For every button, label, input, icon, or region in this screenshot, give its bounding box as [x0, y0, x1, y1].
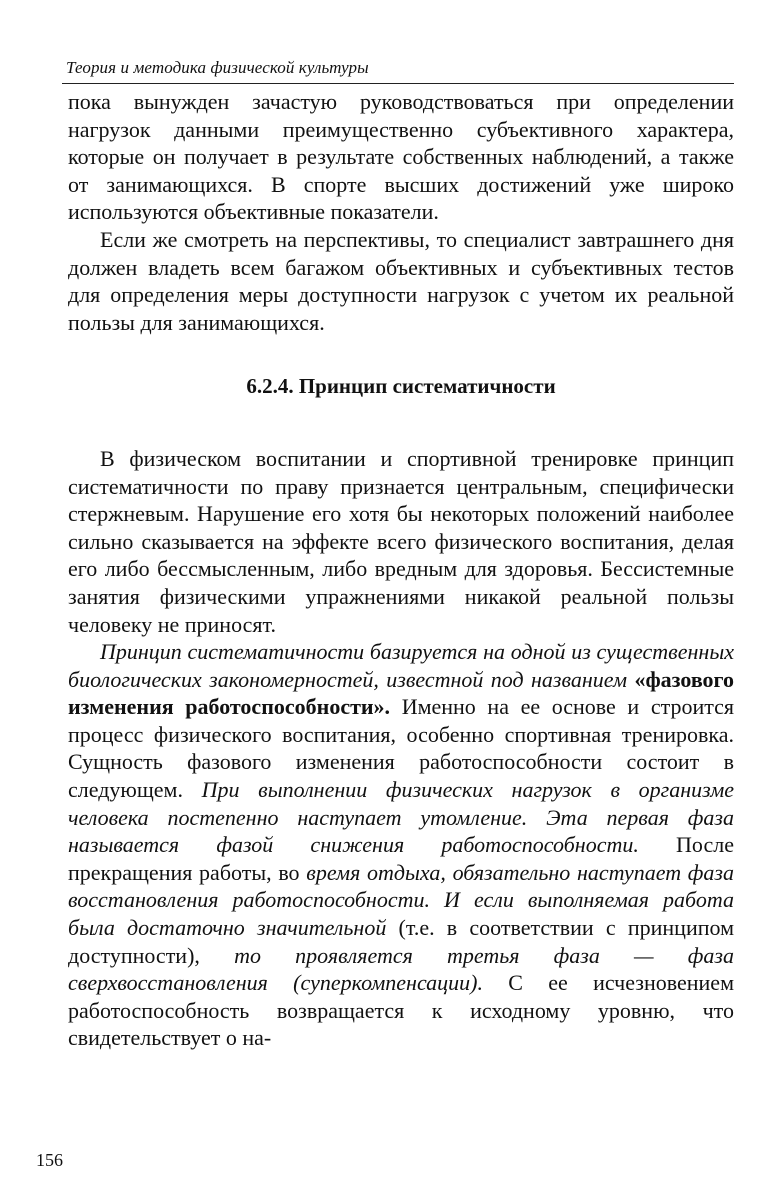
phase-explanation: Именно на ее основе и строится процесс физического воспитания, особенно спортивная тренировка. Сущность фазового изменения работоспособности состоит в следующем. — [68, 694, 735, 803]
phase-after-work: После прекращения работы, во — [68, 832, 734, 885]
section-heading: 6.2.4. Принцип систематичности — [246, 374, 556, 399]
paragraph-perspectives: Если же смотреть на перспективы, то специалист завтрашнего дня должен владеть всем багажом объективных и субъективных тестов для определения меры доступности нагрузок с учетом их реальной пользы для занимающихся. — [68, 226, 734, 335]
phase-return: С ее исчезновением работоспособность возвращается к исходному уровню, что свидетельствует о на- — [68, 970, 734, 1051]
phase-two-italic: время отдыха, обязательно наступает фаза восстановления работоспособности. И если выполняемая работа была достаточно значительной — [68, 859, 734, 941]
page-number: 156 — [36, 1150, 63, 1170]
paragraph-systematic-principle: В физическом воспитании и спортивной тренировке принцип систематичности по праву признается центральным, специфически стержневым. Нарушение его хотя бы некоторых положений наиболее сильно сказывается на эффекте всего физического воспитания, делая его либо бессмысленным, либо вредным для здоровья. Бессистемные занятия физическими упражнениями никакой реальной пользы человеку не приносят. — [68, 445, 734, 637]
page-body — [68, 88, 734, 1052]
phase-intro-italic: Принцип систематичности базируется на одной из существенных биологических закономерностей, известной под названием — [68, 639, 734, 692]
paragraph-continued: пока вынужден зачастую руководствоваться при определении нагрузок данными преимущественно субъективного характера, которые он получает в результате собственных наблюдений, а также от занимающихся. В спорте высших достижений уже широко используются объективные показатели. — [68, 89, 734, 225]
phase-one-italic: При выполнении физических нагрузок в организме человека постепенно наступает утомление. Эта первая фаза называется фазой снижения работоспособности. — [68, 777, 735, 858]
phase-term-bold: «фазового изменения работоспособности». — [68, 666, 734, 720]
phase-accessibility-note: (т.е. в соответствии с принципом доступности), — [68, 915, 735, 968]
running-title: Теория и методика физической культуры — [66, 58, 369, 77]
phase-three-italic: то проявляется третья фаза — фаза сверхвосстановления (суперкомпенсации). — [68, 942, 734, 996]
paragraph-phase-change — [68, 638, 734, 1052]
header-rule — [62, 83, 734, 84]
